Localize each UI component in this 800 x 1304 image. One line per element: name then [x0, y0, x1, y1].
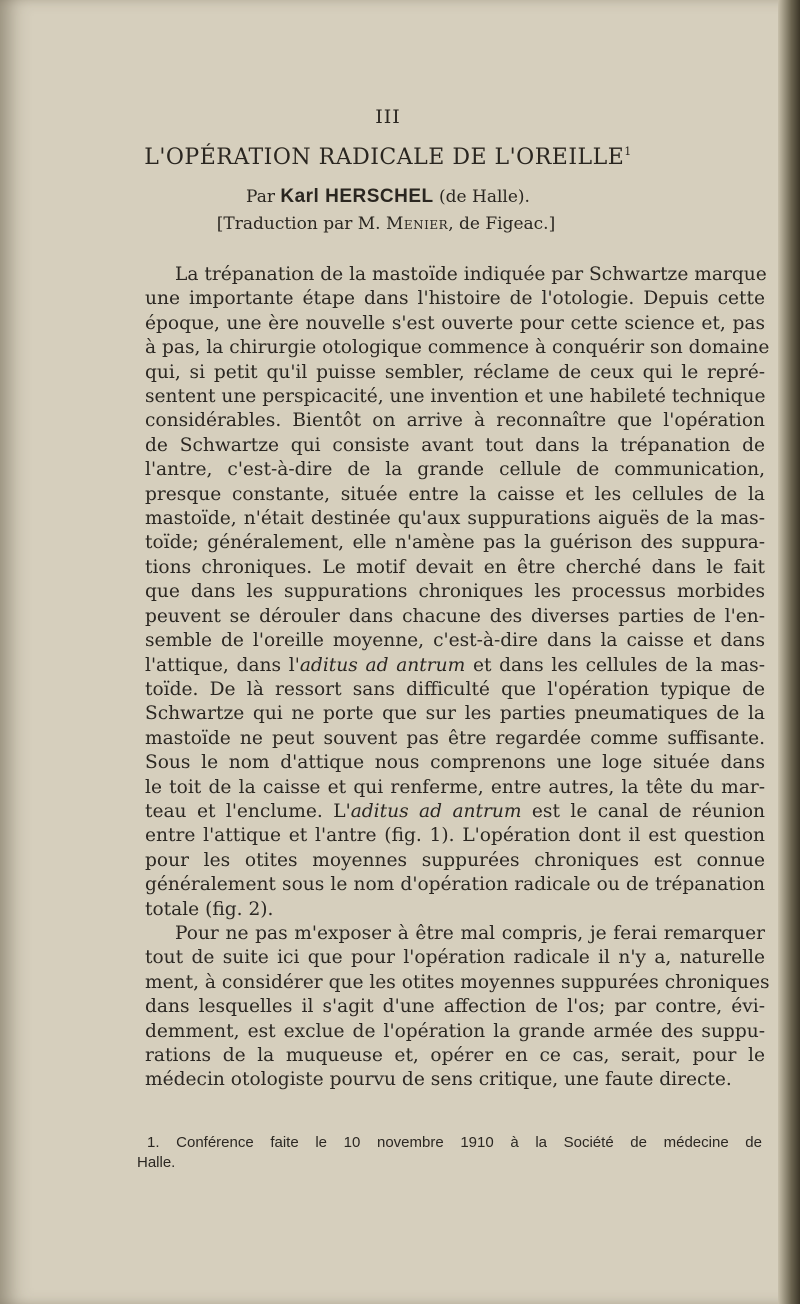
translation-suffix: , de Figeac.] [448, 214, 556, 234]
text-line: ment, à considérer que les otites moyennes suppurées chroniques [145, 971, 770, 993]
text-line: médecin otologiste pourvu de sens critique, une faute directe. [145, 1069, 732, 1091]
text-line: une importante étape dans l'histoire de l'otologie. Depuis cette [145, 288, 765, 310]
translation-prefix: [Traduction par M. [216, 214, 381, 234]
text-line: qui, si petit qu'il puisse sembler, réclame de ceux qui le repré- [145, 361, 765, 383]
text-line: Halle. [137, 1154, 176, 1171]
text-line: totale (fig. 2). [145, 898, 274, 920]
translator-name: Menier [385, 214, 449, 234]
text-line: toïde; généralement, elle n'amène pas la guérison des suppura- [145, 532, 765, 554]
author-name: Karl HERSCHEL [280, 186, 434, 207]
text-line: tout de suite ici que pour l'opération radicale il n'y a, naturelle [145, 947, 765, 969]
text-line: Schwartze qui ne porte que sur les parties pneumatiques de la [145, 703, 765, 725]
text-line: demment, est exclue de l'opération la grande armée des suppu- [145, 1020, 765, 1042]
text-line: tions chroniques. Le motif devait en être cherché dans le fait [145, 556, 765, 578]
text-line: peuvent se dérouler dans chacune des diverses parties de l'en- [145, 605, 765, 627]
text-line: La trépanation de la mastoïde indiquée par Schwartze marque [175, 264, 767, 285]
text-line: teau et l'enclume. L'aditus ad antrum est le canal de réunion [145, 800, 765, 822]
text-line: à pas, la chirurgie otologique commence à conquérir son domaine [145, 337, 770, 359]
text-line: pour les otites moyennes suppurées chroniques est connue [145, 849, 765, 871]
text-line: époque, une ère nouvelle s'est ouverte pour cette science et, pas [145, 312, 765, 334]
text-line: sentent une perspicacité, une invention et une habileté technique [145, 386, 766, 408]
text-line: dans lesquelles il s'agit d'une affection de l'os; par contre, évi- [145, 996, 765, 1018]
text-line: de Schwartze qui consiste avant tout dans la trépanation de [145, 434, 765, 456]
text-line: généralement sous le nom d'opération radicale ou de trépanation [145, 874, 765, 896]
author-line [0, 186, 788, 208]
chapter-number: III [375, 106, 401, 128]
text-line: semble de l'oreille moyenne, c'est-à-dire dans la caisse et dans [145, 630, 765, 652]
text-line: presque constante, située entre la caisse et les cellules de la [145, 483, 765, 505]
text-line: le toit de la caisse et qui renferme, entre autres, la tête du mar- [145, 776, 765, 798]
text-line: que dans les suppurations chroniques les processus morbides [145, 581, 765, 603]
paragraph-1 [145, 263, 770, 922]
article-title-text: L'OPÉRATION RADICALE DE L'OREILLE [144, 145, 625, 170]
paragraph-2 [145, 922, 770, 1093]
translation-line [0, 214, 786, 234]
author-suffix: (de Halle). [439, 187, 530, 207]
text-line: l'antre, c'est-à-dire de la grande cellule de communication, [145, 459, 765, 481]
footnote-marker: 1 [624, 145, 632, 158]
text-line: considérables. Bientôt on arrive à reconnaître que l'opération [145, 410, 765, 432]
text-line: 1. Conférence faite le 10 novembre 1910 à la Société de médecine de [147, 1134, 762, 1151]
text-line: entre l'attique et l'antre (fig. 1). L'opération dont il est question [145, 825, 765, 847]
article-title [0, 145, 788, 170]
author-prefix: Par [246, 187, 275, 207]
text-line: Sous le nom d'attique nous comprenons une loge située dans [145, 752, 765, 774]
text-line: toïde. De là ressort sans difficulté que l'opération typique de [145, 678, 765, 700]
footnote [137, 1133, 762, 1173]
text-line: mastoïde ne peut souvent pas être regardée comme suffisante. [145, 727, 765, 749]
article-body [145, 263, 770, 1093]
text-line: rations de la muqueuse et, opérer en ce cas, serait, pour le [145, 1045, 765, 1066]
text-line: l'attique, dans l'aditus ad antrum et dans les cellules de la mas- [145, 654, 766, 676]
text-line: mastoïde, n'était destinée qu'aux suppurations aiguës de la mas- [145, 508, 765, 530]
text-line: Pour ne pas m'exposer à être mal compris, je ferai remarquer [175, 922, 765, 944]
